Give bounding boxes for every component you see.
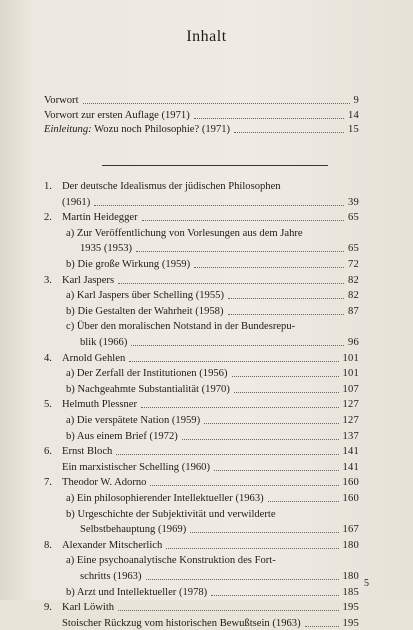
toc-row [0, 445, 413, 458]
toc-row [0, 109, 413, 122]
toc-page-number: 195 [342, 602, 359, 614]
toc-row [0, 123, 413, 136]
toc-page-number: 107 [342, 383, 359, 395]
toc-entry-title: Der deutsche Idealismus der jüdischen Philosophen [62, 181, 281, 192]
toc-entry-title: Vorwort [44, 95, 79, 106]
toc-row [0, 196, 413, 209]
toc-chapter-number: 4. [44, 352, 52, 364]
leader-dots [232, 367, 339, 377]
toc-entry-title: Arnold Gehlen [62, 352, 126, 364]
leader-dots [305, 617, 339, 627]
toc-entry-title: Helmuth Plessner [62, 399, 138, 411]
leader-dots [83, 94, 350, 104]
toc-chapter-number: 2. [44, 212, 52, 224]
toc-entry-title: Einleitung: Wozu noch Philosophie? (1971) [44, 124, 231, 135]
toc-row [0, 94, 413, 107]
leader-dots [118, 274, 344, 284]
toc-chapter-number: 8. [44, 539, 52, 551]
leader-dots [118, 601, 338, 611]
toc-row [0, 383, 413, 396]
toc-page-number: 180 [342, 571, 359, 582]
toc-row [0, 476, 413, 489]
leader-dots [234, 383, 339, 393]
toc-row [0, 336, 413, 349]
toc-page-number: 141 [342, 446, 359, 458]
toc-chapter-number: 9. [44, 602, 52, 614]
toc-entry-title: Karl Löwith [62, 602, 115, 614]
toc-chapter-number: 7. [44, 477, 52, 489]
toc-entry-title: Theodor W. Adorno [62, 477, 147, 489]
toc-page-number: 180 [342, 539, 359, 551]
toc-row [0, 352, 413, 365]
leader-dots [131, 336, 344, 346]
toc-entry-title: Stoischer Rückzug vom historischen Bewußtsein (1963) [62, 617, 301, 629]
toc-page-number: 82 [348, 290, 359, 302]
toc-row [0, 539, 413, 552]
page-number: 5 [364, 578, 369, 589]
toc-row [0, 274, 413, 287]
leader-dots [214, 461, 339, 471]
toc-row [0, 414, 413, 427]
toc-chapter-number: 3. [44, 274, 52, 286]
leader-dots [129, 352, 338, 362]
leader-dots [142, 211, 344, 221]
toc-page-number: 15 [348, 124, 359, 135]
toc-page-number: 137 [342, 430, 359, 442]
toc-row [0, 180, 413, 193]
toc-entry-title: b) Die große Wirkung (1959) [66, 259, 191, 270]
toc-page-number: 167 [342, 524, 359, 536]
toc-row [0, 289, 413, 302]
toc-page-number: 101 [342, 368, 359, 380]
leader-dots [166, 539, 338, 549]
leader-dots [228, 289, 344, 299]
toc-entry-title: a) Zur Veröffentlichung von Vorlesungen aus dem Jahre [66, 227, 303, 239]
toc-row [0, 492, 413, 505]
toc-entry-title: Karl Jaspers [62, 274, 115, 286]
toc-entry-title: b) Urgeschichte der Subjektivität und verwilderte [66, 508, 276, 520]
toc-row [0, 508, 413, 521]
leader-dots [136, 242, 344, 252]
toc-entry-title: Martin Heidegger [62, 212, 138, 224]
toc-page-number: 101 [342, 352, 359, 364]
leader-dots [141, 398, 338, 408]
toc-entry-title: Ein marxistischer Schelling (1960) [62, 461, 210, 473]
toc-page-number: 127 [342, 415, 359, 426]
leader-dots [211, 586, 338, 596]
toc-entry-title: Ernst Bloch [62, 446, 113, 458]
toc-row [0, 461, 413, 474]
toc-page-number: 160 [342, 493, 359, 504]
toc-entry-label-italic: Einleitung: [44, 124, 92, 135]
toc-entry-title: b) Die Gestalten der Wahrheit (1958) [66, 305, 224, 317]
toc-chapter-number: 1. [44, 181, 52, 192]
toc-row [0, 570, 413, 583]
toc-entry-title: (1961) [62, 196, 91, 208]
toc-entry-title: a) Der Zerfall der Institutionen (1956) [66, 368, 228, 380]
toc-row [0, 523, 413, 536]
toc-entry-title: a) Eine psychoanalytische Konstruktion des Fort- [66, 555, 276, 567]
toc-row [0, 554, 413, 567]
toc-chapter-number: 6. [44, 446, 52, 458]
toc-row [0, 227, 413, 240]
toc-entry-title: a) Ein philosophierender Intellektueller (1963) [66, 493, 264, 504]
toc-row [0, 242, 413, 255]
toc-row [0, 320, 413, 333]
toc-entry-title: Vorwort zur ersten Auflage (1971) [44, 109, 190, 121]
leader-dots [204, 414, 338, 424]
toc-entry-title: Alexander Mitscherlich [62, 539, 163, 551]
toc-entry-title: b) Arzt und Intellektueller (1978) [66, 586, 208, 598]
toc-page-number: 39 [348, 196, 359, 208]
toc-entry-title: Selbstbehauptung (1969) [80, 524, 187, 536]
leader-dots [234, 123, 344, 133]
leader-dots [182, 430, 339, 440]
toc-page-number: 72 [348, 259, 359, 270]
toc-entry-title: 1935 (1953) [80, 243, 133, 255]
leader-dots [116, 445, 338, 455]
toc-row [0, 367, 413, 380]
toc-row [0, 398, 413, 411]
toc-row [0, 305, 413, 318]
toc-row [0, 430, 413, 443]
toc-page-number: 65 [348, 243, 359, 255]
toc-row [0, 617, 413, 630]
toc-page-number: 65 [348, 212, 359, 224]
toc-row [0, 586, 413, 599]
toc-entry-title: schritts (1963) [80, 571, 142, 582]
toc-row [0, 601, 413, 614]
toc-page-number: 127 [342, 399, 359, 411]
toc-entry-title: a) Karl Jaspers über Schelling (1955) [66, 290, 224, 302]
leader-dots [268, 492, 339, 502]
leader-dots [194, 109, 344, 119]
toc-entry-title: blik (1966) [80, 337, 128, 348]
toc-entry-title: b) Aus einem Brief (1972) [66, 430, 178, 442]
toc-page-number: 14 [348, 109, 359, 121]
toc-entry-title: a) Die verspätete Nation (1959) [66, 415, 201, 426]
toc-page-number: 82 [348, 274, 359, 286]
leader-dots [150, 476, 338, 486]
leader-dots [228, 305, 344, 315]
leader-dots [194, 258, 344, 268]
toc-row [0, 258, 413, 271]
toc-page-number: 141 [342, 461, 359, 473]
leader-dots [146, 570, 339, 580]
toc-page-number: 195 [342, 617, 359, 629]
toc-page-number: 185 [342, 586, 359, 598]
toc-page-number: 160 [342, 477, 359, 489]
page-title: Inhalt [186, 28, 227, 45]
toc-page-number: 9 [353, 95, 359, 106]
leader-dots [94, 196, 344, 206]
toc-chapter-number: 5. [44, 399, 52, 411]
toc-entry-title: c) Über den moralischen Notstand in der Bundesrepu- [66, 321, 296, 333]
toc-row [0, 211, 413, 224]
leader-dots [190, 523, 338, 533]
toc-page-number: 87 [348, 305, 359, 317]
toc-page-number: 96 [348, 337, 359, 348]
toc-entry-title: b) Nachgeahmte Substantialität (1970) [66, 383, 230, 395]
